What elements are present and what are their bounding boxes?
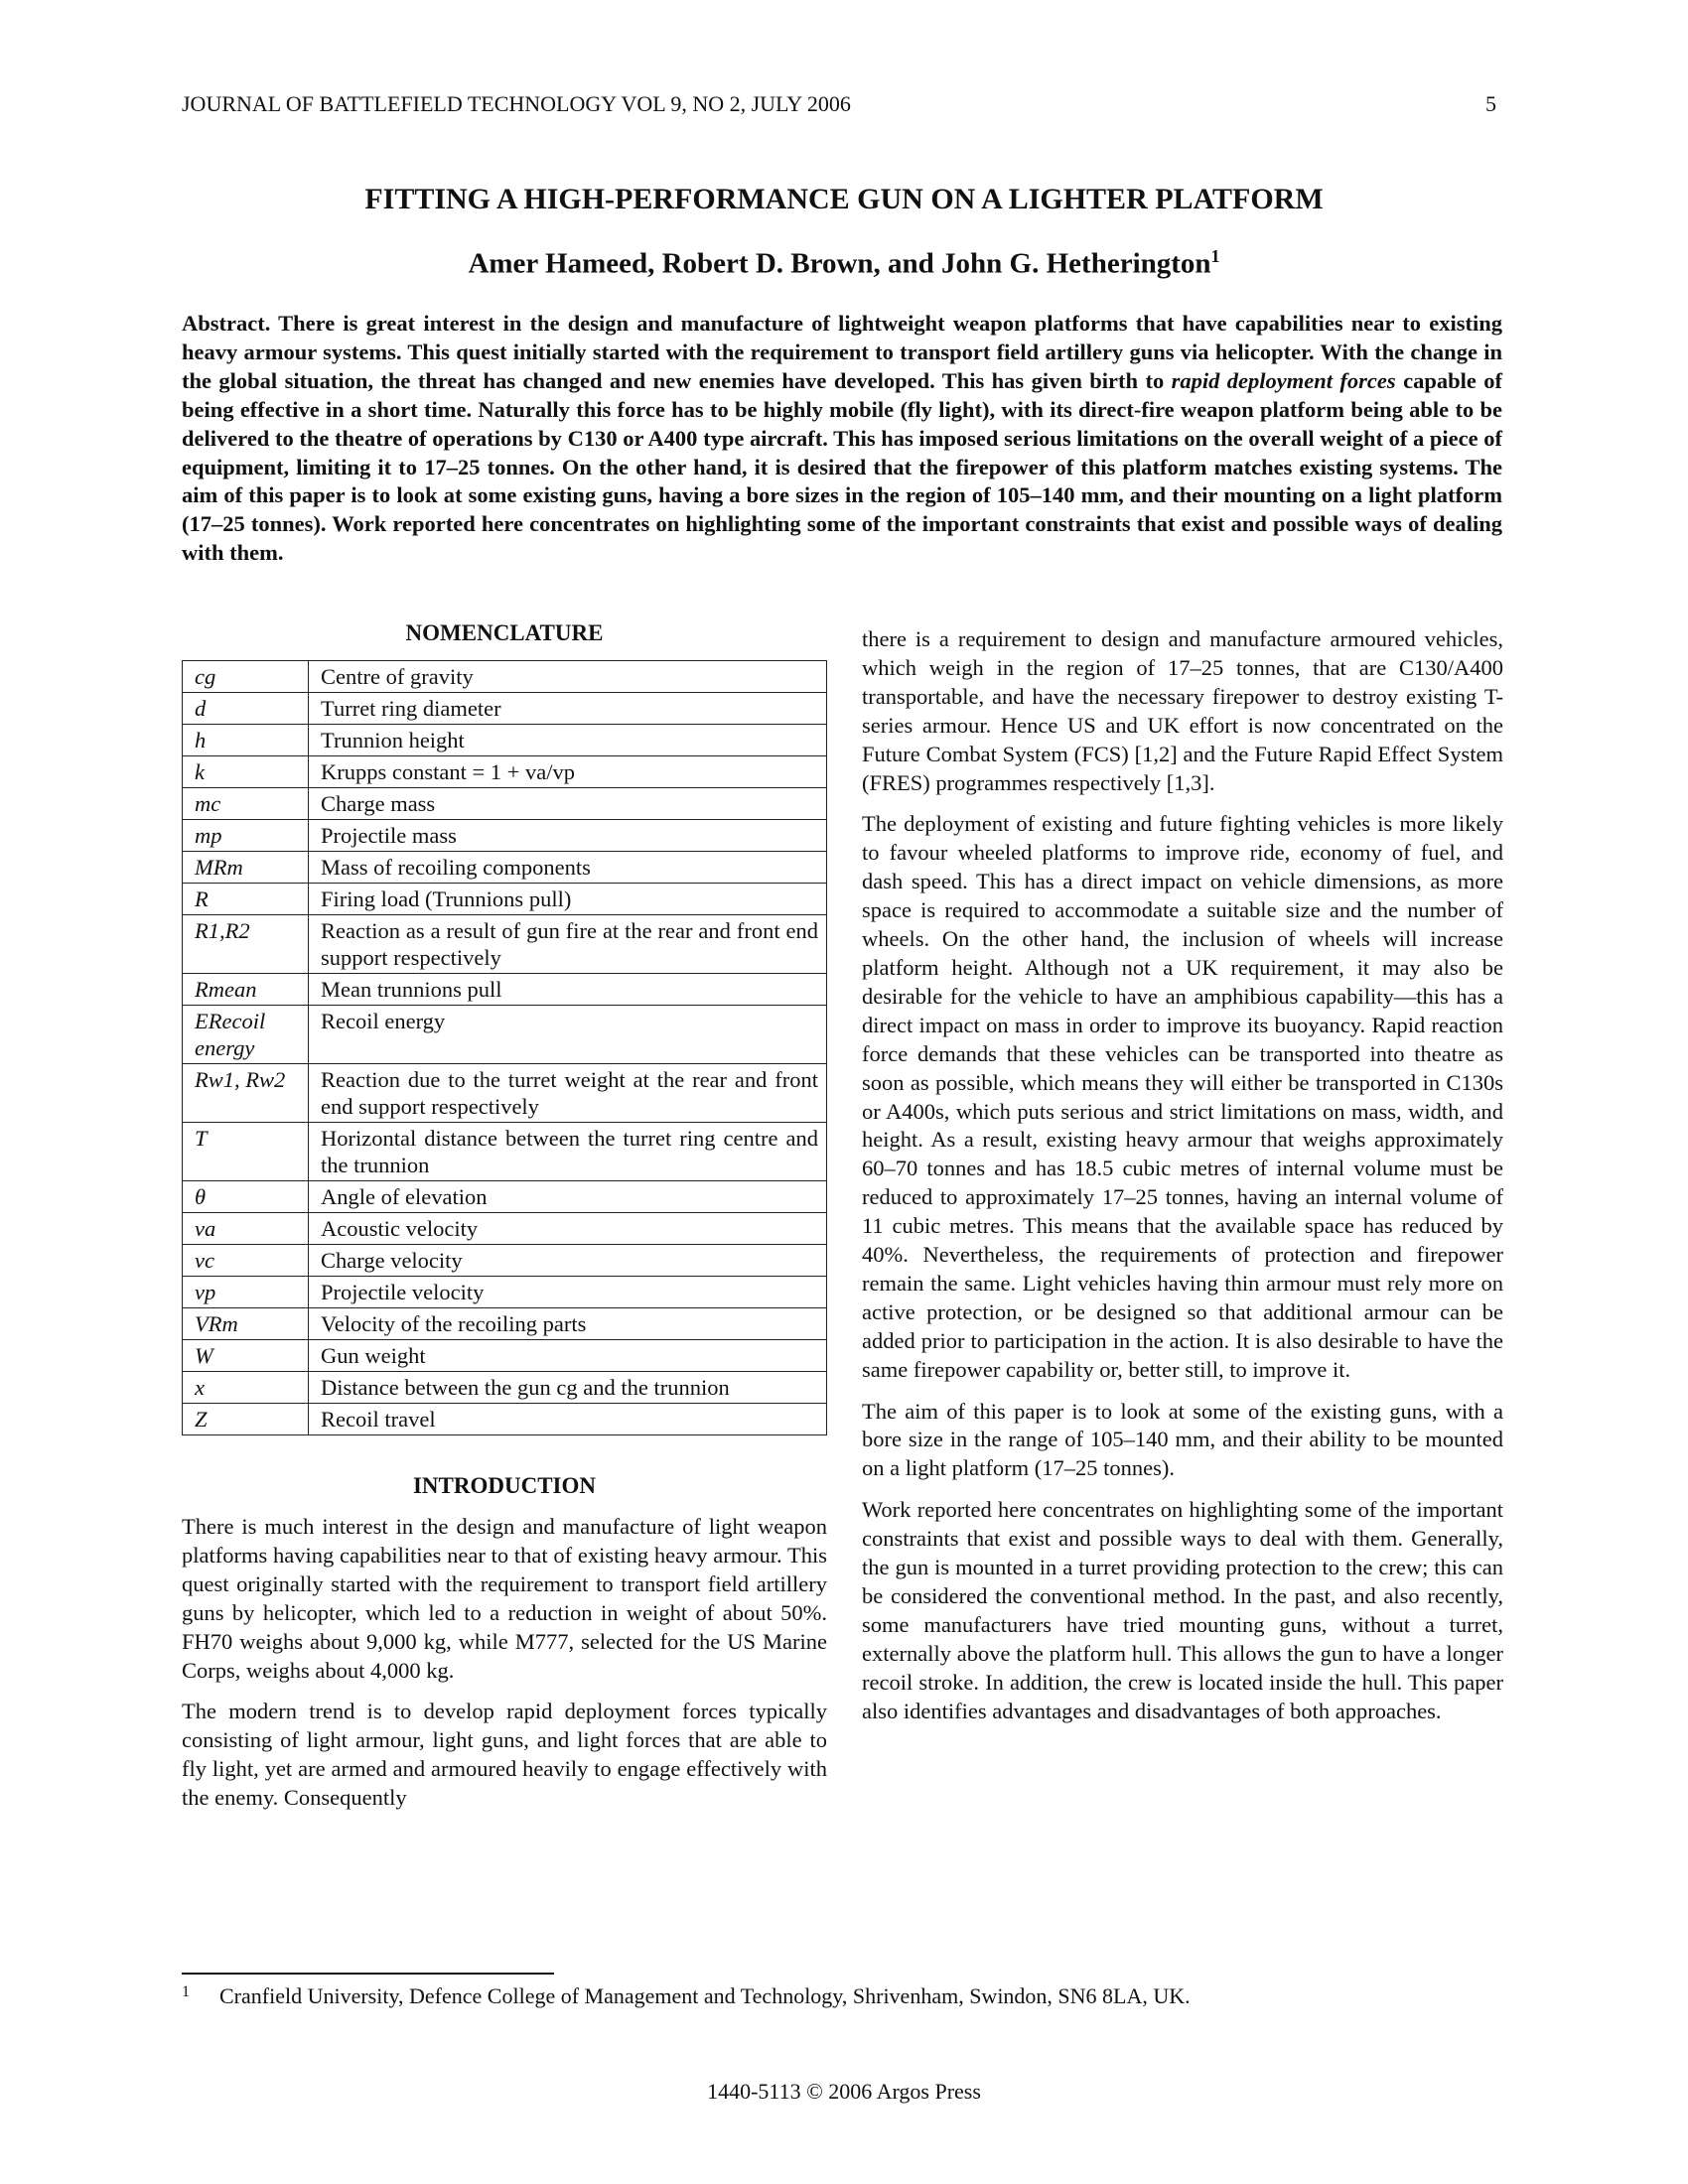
table-row [183, 661, 827, 693]
symbol-cell: Rmean [183, 974, 309, 1006]
definition-cell: Recoil energy [309, 1006, 827, 1064]
intro-paragraph: There is much interest in the design and manufacture of light weapon platforms having capabilities near to that of existing heavy armour. This quest originally started with the requirement to transport field artillery guns by helicopter, which led to a reduction in weight of about 50%. FH70 weighs about 9,000 kg, while M777, selected for the US Marine Corps, weighs about 4,000 kg. [182, 1514, 827, 1683]
table-row [183, 820, 827, 852]
table-row [183, 693, 827, 725]
symbol-cell: mp [183, 820, 309, 852]
body-paragraph: Work reported here concentrates on highlighting some of the important constraints that exist and possible ways to deal with them. Generally, the gun is mounted in a turret providing protection to the crew; this can be considered the conventional method. In the past, and also recently, some manufacturers have tried mounting guns, without a turret, externally above the platform hull. This allows the gun to have a longer recoil stroke. In addition, the crew is located inside the hull. This paper also identifies advantages and disadvantages of both approaches. [862, 1497, 1503, 1723]
table-row [183, 1245, 827, 1277]
table-row [183, 915, 827, 974]
running-header [182, 91, 1496, 117]
table-row [183, 725, 827, 756]
table-row [183, 852, 827, 884]
symbol-cell: MRm [183, 852, 309, 884]
symbol-cell: vp [183, 1277, 309, 1308]
definition-cell: Angle of elevation [309, 1181, 827, 1213]
symbol-cell: d [183, 693, 309, 725]
definition-cell: Trunnion height [309, 725, 827, 756]
table-row [183, 1340, 827, 1372]
table-row [183, 1372, 827, 1404]
symbol-cell: k [183, 756, 309, 788]
body-paragraph: The aim of this paper is to look at some of the existing guns, with a bore size in the range of 105–140 mm, and their ability to be mounted on a light platform (17–25 tonnes). [862, 1398, 1503, 1481]
right-column [862, 625, 1503, 1739]
definition-cell: Acoustic velocity [309, 1213, 827, 1245]
page-number: 5 [1485, 91, 1496, 116]
definition-cell: Charge velocity [309, 1245, 827, 1277]
paper-title: FITTING A HIGH-PERFORMANCE GUN ON A LIGHTER PLATFORM [364, 183, 1324, 215]
abstract-text-2: capable of being effective in a short time. Naturally this force has to be highly mobile (fly light), with its direct-fire weapon platform being able to be delivered to the theatre of operations by C130 or A400 type aircraft. This has imposed serious limitations on the overall weight of a piece of equipment, limiting it to 17–25 tonnes. On the other hand, it is desired that the firepower of this platform matches existing systems. The aim of this paper is to look at some existing guns, having a bore sizes in the region of 105–140 mm, and their mounting on a light platform (17–25 tonnes). Work reported here concentrates on highlighting some of the important constraints that exist and possible ways of dealing with them. [182, 367, 1503, 566]
definition-cell: Reaction as a result of gun fire at the rear and front end support respectively [309, 915, 827, 974]
abstract-emphasis: rapid deployment forces [1171, 367, 1396, 393]
definition-cell: Firing load (Trunnions pull) [309, 884, 827, 915]
nomenclature-table [182, 660, 827, 1435]
definition-cell: Turret ring diameter [309, 693, 827, 725]
table-row [183, 884, 827, 915]
abstract-text-1: Abstract. There is great interest in the design and manufacture of lightweight weapon platforms that have capabilities near to existing heavy armour systems. This quest initially started with the requirement to transport field artillery guns via helicopter. With the change in the global situation, the threat has changed and new enemies have developed. This has given birth to [182, 311, 1502, 393]
table-row [183, 974, 827, 1006]
author-footnote-mark: 1 [1210, 246, 1220, 266]
definition-cell: Horizontal distance between the turret ring centre and the trunnion [309, 1123, 827, 1181]
table-row [183, 1123, 827, 1181]
symbol-cell: ERecoil energy [183, 1006, 309, 1064]
symbol-cell: R1,R2 [183, 915, 309, 974]
table-row [183, 1277, 827, 1308]
symbol-cell: va [183, 1213, 309, 1245]
definition-cell: Distance between the gun cg and the trunnion [309, 1372, 827, 1404]
table-row [183, 756, 827, 788]
symbol-cell: T [183, 1123, 309, 1181]
symbol-cell: θ [183, 1181, 309, 1213]
definition-cell: Krupps constant = 1 + va/vp [309, 756, 827, 788]
abstract [182, 310, 1502, 568]
table-row [183, 1006, 827, 1064]
definition-cell: Mean trunnions pull [309, 974, 827, 1006]
symbol-cell: mc [183, 788, 309, 820]
authors: Amer Hameed, Robert D. Brown, and John G. Hetherington [468, 247, 1211, 280]
left-column [182, 620, 827, 1826]
definition-cell: Charge mass [309, 788, 827, 820]
table-row [183, 788, 827, 820]
definition-cell: Projectile mass [309, 820, 827, 852]
symbol-cell: W [183, 1340, 309, 1372]
definition-cell: Gun weight [309, 1340, 827, 1372]
definition-cell: Centre of gravity [309, 661, 827, 693]
symbol-cell: h [183, 725, 309, 756]
table-row [183, 1308, 827, 1340]
nomenclature-heading: NOMENCLATURE [405, 620, 604, 645]
symbol-cell: Z [183, 1404, 309, 1435]
footnote [182, 1983, 1191, 2009]
definition-cell: Reaction due to the turret weight at the rear and front end support respectively [309, 1064, 827, 1123]
table-row [183, 1213, 827, 1245]
copyright-line: 1440-5113 © 2006 Argos Press [707, 2079, 981, 2104]
symbol-cell: vc [183, 1245, 309, 1277]
table-row [183, 1404, 827, 1435]
symbol-cell: Rw1, Rw2 [183, 1064, 309, 1123]
footnote-divider [182, 1973, 554, 1975]
definition-cell: Projectile velocity [309, 1277, 827, 1308]
symbol-cell: cg [183, 661, 309, 693]
symbol-cell: R [183, 884, 309, 915]
table-row [183, 1181, 827, 1213]
symbol-cell: x [183, 1372, 309, 1404]
symbol-cell: VRm [183, 1308, 309, 1340]
table-row [183, 1064, 827, 1123]
footnote-mark: 1 [182, 1983, 190, 2000]
introduction-heading: INTRODUCTION [412, 1473, 597, 1498]
definition-cell: Recoil travel [309, 1404, 827, 1435]
author-line [0, 246, 1688, 281]
body-paragraph: there is a requirement to design and manufacture armoured vehicles, which weigh in the region of 17–25 tonnes, that are C130/A400 transportable, and have the necessary firepower to destroy existing T-series armour. Hence US and UK effort is now concentrated on the Future Combat System (FCS) [1,2] and the Future Rapid Effect System (FRES) programmes respectively [1,3]. [862, 626, 1503, 795]
intro-paragraph: The modern trend is to develop rapid deployment forces typically consisting of light armour, light guns, and light forces that are able to fly light, yet are armed and armoured heavily to engage effectively with the enemy. Consequently [182, 1699, 827, 1811]
definition-cell: Mass of recoiling components [309, 852, 827, 884]
definition-cell: Velocity of the recoiling parts [309, 1308, 827, 1340]
body-paragraph: The deployment of existing and future fighting vehicles is more likely to favour wheeled platforms to improve ride, economy of fuel, and dash speed. This has a direct impact on vehicle dimensions, as more space is required to accommodate a suitable size and the number of wheels. On the other hand, the inclusion of wheels will increase platform height. Although not a UK requirement, it may also be desirable for the vehicle to have an amphibious capability—this has a direct impact on mass in order to improve its buoyancy. Rapid reaction force demands that these vehicles can be transported into theatre as soon as possible, which means they will either be transported in C130s or A400s, which puts serious and strict limitations on mass, width, and height. As a result, existing heavy armour that weighs approximately 60–70 tonnes and has 18.5 cubic metres of internal volume must be reduced to approximately 17–25 tonnes, having an internal volume of 11 cubic metres. This means that the available space has reduced by 40%. Nevertheless, the requirements of protection and firepower remain the same. Light vehicles having thin armour must rely more on active protection, or be designed so that additional armour can be added prior to participation in the action. It is also desirable to have the same firepower capability or, better still, to improve it. [862, 811, 1503, 1382]
journal-citation: JOURNAL OF BATTLEFIELD TECHNOLOGY VOL 9, NO 2, JULY 2006 [182, 91, 851, 116]
footnote-text: Cranfield University, Defence College of Management and Technology, Shrivenham, Swindon, SN6 8LA, UK. [219, 1983, 1191, 2008]
